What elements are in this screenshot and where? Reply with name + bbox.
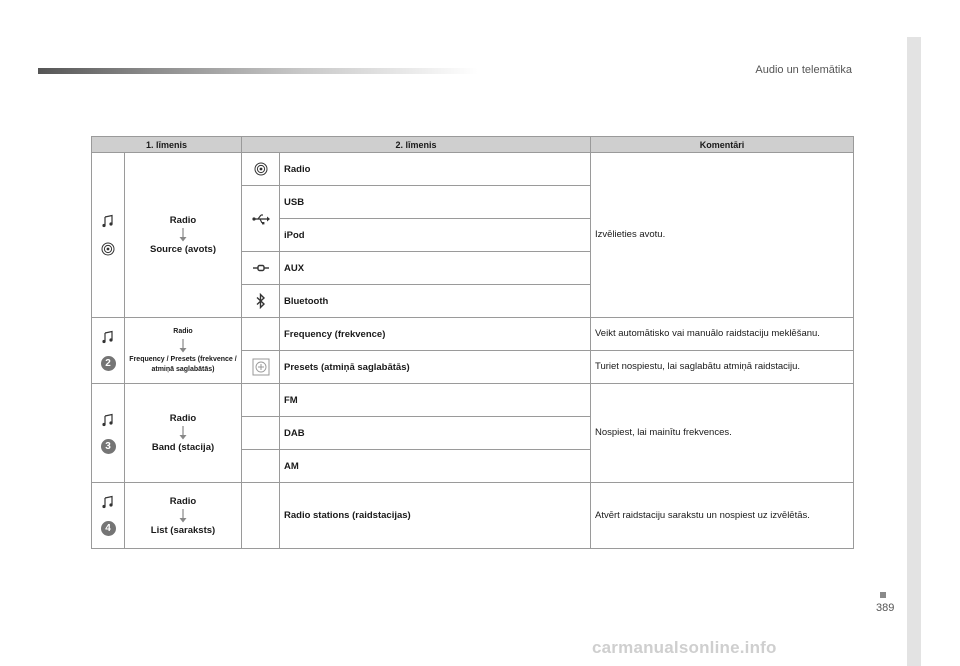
bluetooth-icon [256,293,266,309]
level1-radio: Radio [173,327,193,335]
group3-icons [92,384,125,483]
level2-label: USB [280,186,591,219]
step-badge: 4 [101,521,116,536]
arrow-down-icon [178,339,188,353]
aux-icon-cell [242,252,280,285]
table-row [92,318,854,351]
arrow-down-icon [178,228,188,242]
level1-radio: Radio [169,413,197,424]
level2-label: AUX [280,252,591,285]
group2-level1 [125,318,242,384]
menu-table [91,136,854,549]
music-note-icon [101,214,115,228]
arrow-down-icon [178,509,188,523]
presets-icon-cell [242,351,280,384]
level2-label: Bluetooth [280,285,591,318]
table-row [92,384,854,417]
level2-label: iPod [280,219,591,252]
group3-level1 [125,384,242,483]
group1-icons [92,153,125,318]
presets-icon [252,358,270,376]
arrow-down-icon [178,426,188,440]
side-strip [907,37,921,666]
music-note-icon [101,413,115,427]
level1-frequency-presets: Frequency / Presets (frekvence / atmiņā saglabātās) [129,355,237,373]
level1-list: List (saraksts) [150,524,216,536]
empty-icon-cell [242,450,280,483]
group4-level1 [125,483,242,549]
page-number: 389 [876,602,895,614]
column-header-level2: 2. līmenis [242,137,591,153]
level1-source: Source (avots) [150,244,216,255]
level1-radio: Radio [169,495,197,507]
aux-icon [252,263,270,273]
level1-radio: Radio [169,215,197,226]
radio-icon [101,242,115,256]
usb-icon [252,213,270,225]
level2-label: Frequency (frekvence) [280,318,591,351]
level2-label: Radio stations (raidstacijas) [280,483,591,549]
radio-icon [254,162,268,176]
group4-icons [92,483,125,549]
empty-icon-cell [242,318,280,351]
music-note-icon [101,330,115,344]
column-header-comments: Komentāri [591,137,854,153]
header-gradient-bar [38,68,478,74]
comment-cell: Izvēlieties avotu. [591,153,854,318]
page-marker [880,592,886,598]
empty-icon-cell [242,384,280,417]
group2-icons [92,318,125,384]
comment-cell: Nospiest, lai mainītu frekvences. [591,384,854,483]
comment-cell: Atvērt raidstaciju sarakstu un nospiest uz izvēlētās. [591,483,854,549]
table-row [92,483,854,549]
comment-cell: Turiet nospiestu, lai saglabātu atmiņā raidstaciju. [591,351,854,384]
watermark: carmanualsonline.info [592,638,777,657]
level2-label: FM [280,384,591,417]
step-badge: 2 [101,356,116,371]
bluetooth-icon-cell [242,285,280,318]
table-row [92,153,854,186]
radio-icon-cell [242,153,280,186]
music-note-icon [101,495,115,509]
level1-band: Band (stacija) [151,442,215,453]
level2-label: DAB [280,417,591,450]
level2-label: AM [280,450,591,483]
group1-level1 [125,153,242,318]
section-title: Audio un telemātika [755,64,852,76]
comment-cell: Veikt automātisko vai manuālo raidstaciju meklēšanu. [591,318,854,351]
step-badge: 3 [101,439,116,454]
table-header-row [92,137,854,153]
usb-icon-cell [242,186,280,252]
level2-label: Presets (atmiņā saglabātās) [280,351,591,384]
column-header-level1: 1. līmenis [92,137,242,153]
empty-icon-cell [242,417,280,450]
empty-icon-cell [242,483,280,549]
level2-label: Radio [280,153,591,186]
